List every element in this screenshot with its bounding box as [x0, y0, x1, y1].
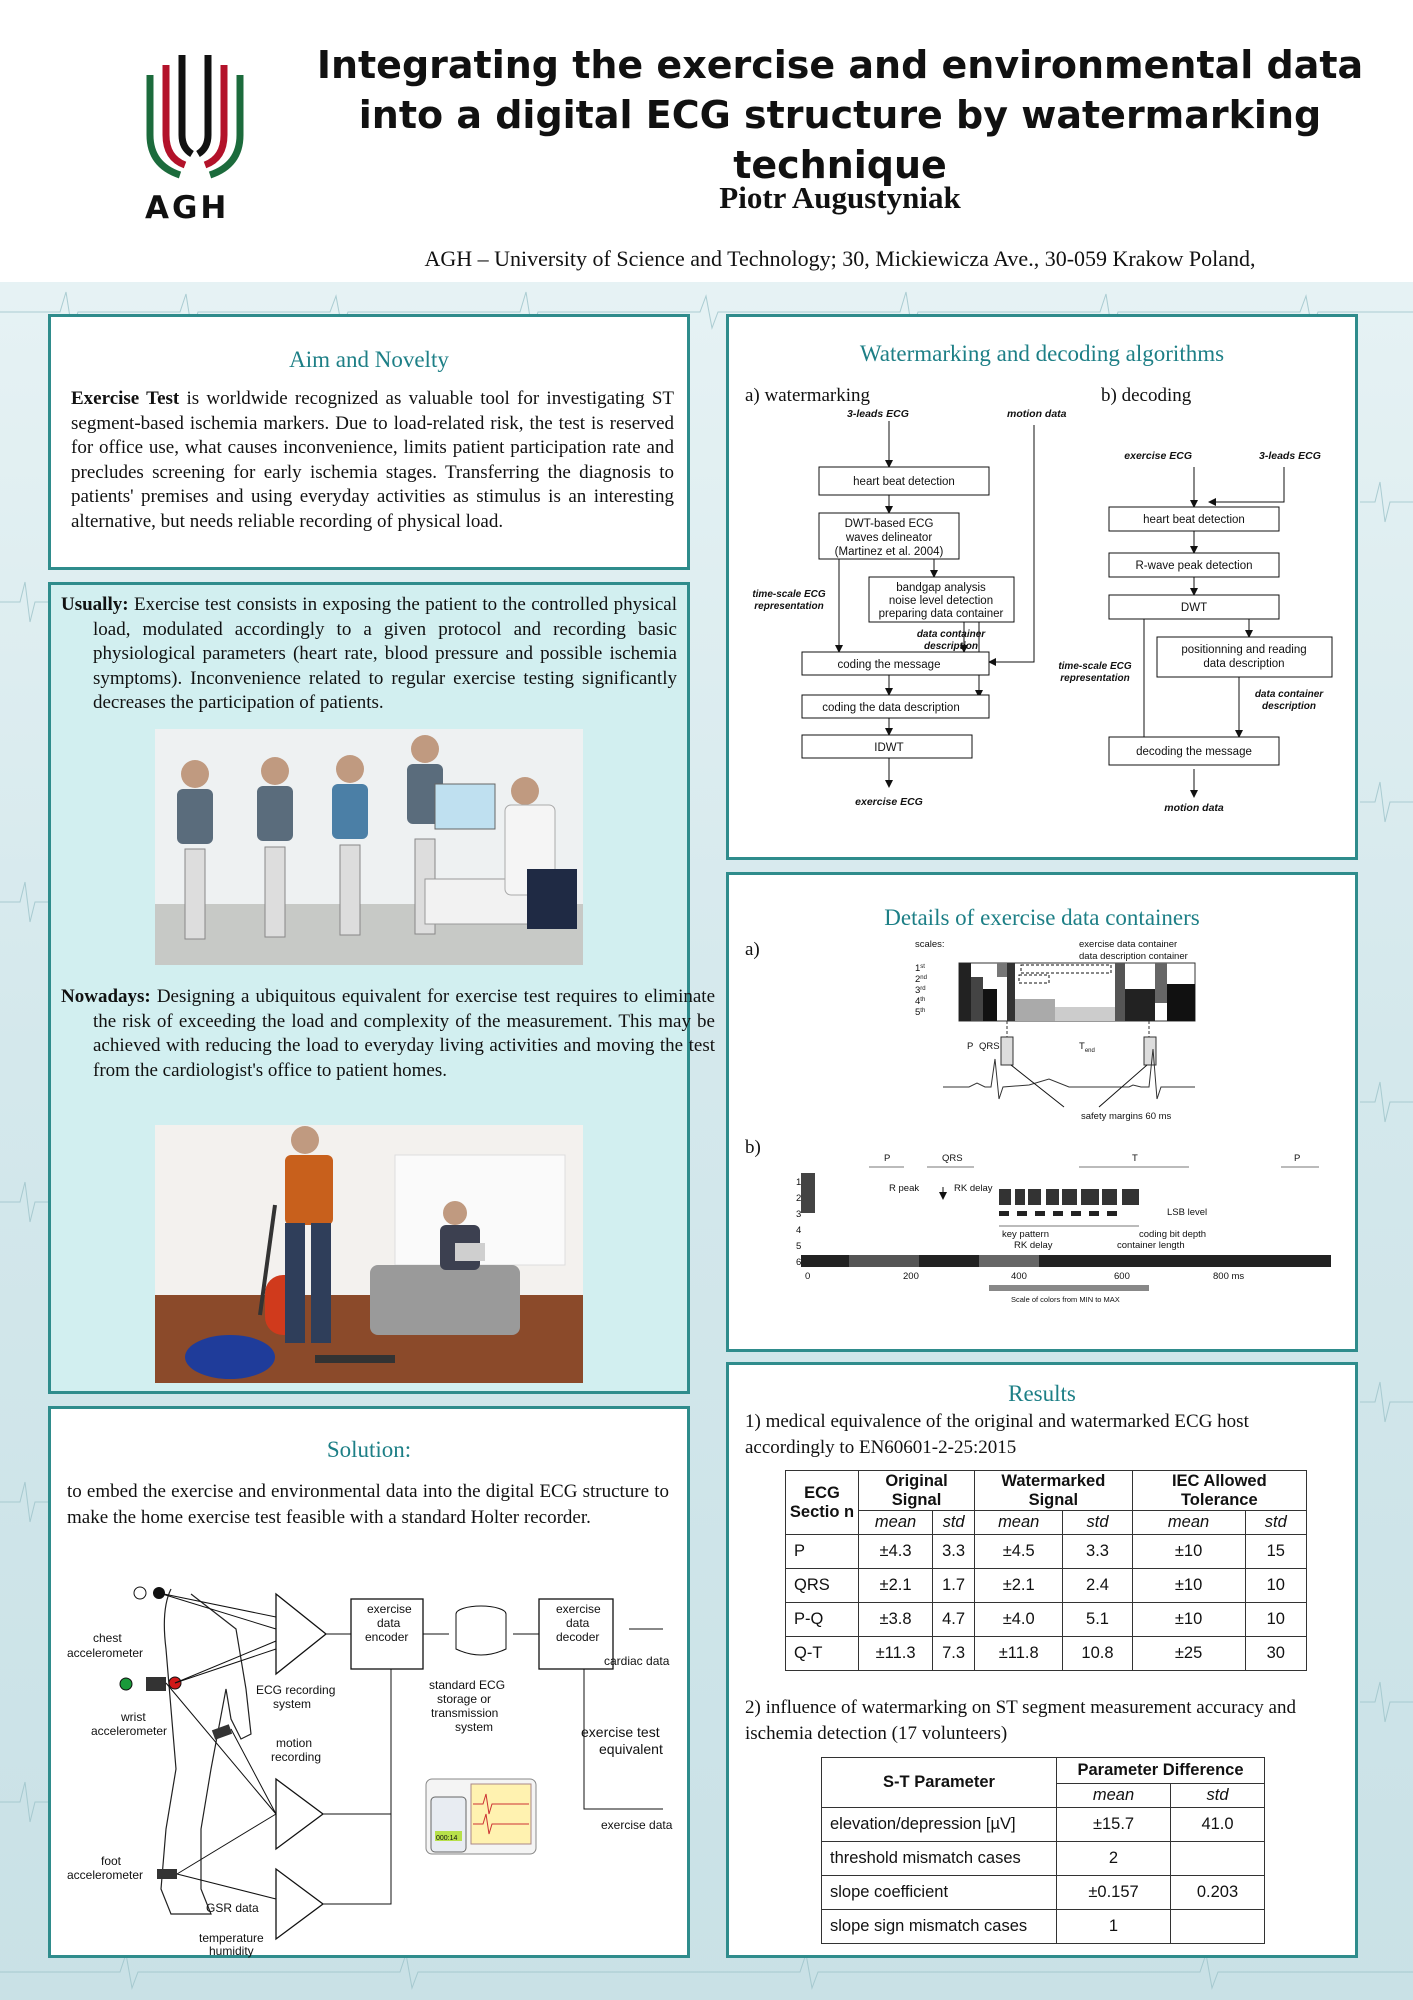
table-row: elevation/depression [µV] ±15.7 41.0 — [822, 1808, 1265, 1842]
st-accuracy-table — [821, 1757, 1265, 1944]
t1-sub-mean: mean — [1132, 1511, 1245, 1535]
nowadays-lead: Nowadays: — [61, 986, 151, 1007]
decoder-label-3: decoder — [556, 1630, 600, 1644]
a-idwt: IDWT — [874, 742, 904, 754]
containers-panel — [726, 872, 1358, 1352]
svg-text:4: 4 — [796, 1225, 802, 1236]
b-rk: RK delay — [954, 1183, 993, 1194]
usually-body: Exercise test consists in exposing the patient to the controlled physical load, modulated accordingly to a given protocol and recording basic physiological parameters (heart rate, blood pressure and possible ischemia symptoms). Inconvenience related to regular exercise testing significantly decreases the participation of patients. — [93, 594, 677, 713]
ecg-trace-a — [943, 1049, 1195, 1099]
a-in-ecg: 3-leads ECG — [847, 408, 909, 420]
svg-text:1: 1 — [796, 1177, 802, 1188]
ddc-label: data description container — [1079, 951, 1188, 962]
a-cd: coding the data description — [822, 702, 960, 714]
usually-panel — [48, 582, 715, 1394]
wrist-label: wrist — [121, 1710, 146, 1724]
t1-sub-std: std — [933, 1511, 975, 1535]
t1-sub-std: std — [1245, 1511, 1306, 1535]
b-rpeak: R peak — [889, 1183, 920, 1194]
exdata-label: exercise data — [601, 1818, 673, 1832]
svg-text:6: 6 — [796, 1257, 802, 1268]
aim-text — [71, 387, 674, 534]
table-row: QRS ±2.1 1.7 ±2.1 2.4 ±10 10 — [786, 1569, 1307, 1603]
solution-system-diagram — [51, 1569, 687, 1959]
aim-panel — [48, 314, 690, 570]
x-400: 400 — [1011, 1271, 1027, 1282]
b-in-ex: exercise ECG — [1124, 450, 1192, 462]
a-bg2: noise level detection — [888, 595, 994, 607]
a-p: P — [967, 1041, 974, 1052]
ecg-sys-label: ECG recording — [256, 1683, 336, 1697]
b-p: P — [884, 1153, 891, 1164]
scales-label: scales: — [915, 939, 945, 950]
agh-logo — [140, 50, 250, 230]
b-dc2: description — [1262, 701, 1316, 712]
holter-device-icon — [426, 1779, 536, 1854]
containers-a-label: a) — [745, 939, 760, 960]
equiv-label-2: equivalent — [599, 1741, 663, 1757]
nowadays-body: Designing a ubiquitous equivalent for exercise test requires to eliminate the risk of exceeding the load and complexity of the measurement. This may be achieved with reducing the load to everyday living activities and moving the test from the cardiologist's office to patient homes. — [93, 986, 715, 1081]
decoder-label-2: data — [566, 1616, 590, 1630]
title-line-2: into a digital ECG structure by watermarking technique — [358, 93, 1322, 187]
nowadays-text — [61, 985, 715, 1083]
b-dwt: DWT — [1180, 602, 1208, 614]
usually-lead: Usually: — [61, 594, 129, 615]
a-tend: $T_{end}$ — [1079, 1041, 1095, 1054]
a-in-motion: motion data — [1007, 408, 1067, 420]
cardiac-label: cardiac data — [604, 1654, 670, 1668]
table2-caption: 2) influence of watermarking on ST segment measurement accuracy and ischemia detection (17 volunteers) — [745, 1697, 1296, 1744]
b-p2: P — [1294, 1153, 1301, 1164]
a-qrs: QRS — [979, 1041, 1000, 1052]
motion-label-2: recording — [271, 1750, 322, 1764]
a-bg3: preparing data container — [878, 608, 1004, 620]
t1-sub-std: std — [1063, 1511, 1132, 1535]
encoder-label-2: data — [377, 1616, 401, 1630]
table-row: slope sign mismatch cases 1 — [822, 1910, 1265, 1944]
storage-label-4: system — [455, 1720, 494, 1734]
t1-h-orig: Original Signal — [859, 1471, 975, 1511]
b-out: motion data — [1164, 802, 1224, 814]
ecg-sys-label-2: system — [273, 1697, 312, 1711]
b-key: key pattern — [1002, 1229, 1049, 1240]
title-line-1: Integrating the exercise and environmental data — [316, 43, 1364, 87]
b-pr1: positionning and reading — [1181, 644, 1307, 656]
a-ts2: representation — [754, 601, 824, 612]
scale-1: 1st — [915, 963, 925, 974]
scale-3: 3rd — [915, 985, 926, 996]
table-row: slope coefficient ±0.157 0.203 — [822, 1876, 1265, 1910]
containers-b-label: b) — [745, 1137, 761, 1158]
algorithms-flowchart — [729, 407, 1355, 857]
b-ts1: time-scale ECG — [1058, 661, 1132, 672]
table-row: P-Q ±3.8 4.7 ±4.0 5.1 ±10 10 — [786, 1603, 1307, 1637]
scale-2: 2nd — [915, 974, 927, 985]
x-800: 800 ms — [1213, 1271, 1245, 1282]
solution-text: to embed the exercise and environmental data into the digital ECG structure to make the home exercise test feasible with a standard Holter recorder. — [67, 1481, 669, 1528]
exercise-test-photo — [155, 729, 583, 965]
table-row: Q-T ±11.3 7.3 ±11.8 10.8 ±25 30 — [786, 1637, 1307, 1671]
b-ts2: representation — [1060, 673, 1130, 684]
algorithms-panel — [726, 314, 1358, 860]
algorithms-title: Watermarking and decoding algorithms — [859, 341, 1225, 366]
table-row: P ±4.3 3.3 ±4.5 3.3 ±10 15 — [786, 1535, 1307, 1569]
table-row: threshold mismatch cases 2 — [822, 1842, 1265, 1876]
results-panel — [726, 1362, 1358, 1958]
b-in-3: 3-leads ECG — [1259, 450, 1321, 462]
encoder-label: exercise — [367, 1602, 412, 1616]
chest-label: chest — [93, 1631, 122, 1645]
encoder-label-3: encoder — [365, 1630, 409, 1644]
holter-display: 000:14 — [436, 1835, 458, 1842]
exercise-bikes-illustration — [155, 729, 583, 965]
a-out: exercise ECG — [855, 796, 923, 808]
vacuuming-illustration — [155, 1125, 583, 1383]
equiv-label: exercise test — [581, 1724, 660, 1740]
aim-title: Aim and Novelty — [289, 347, 449, 372]
svg-text:5: 5 — [796, 1241, 802, 1252]
decoder-label: exercise — [556, 1602, 601, 1616]
a-dc1: data container — [916, 629, 986, 640]
wrist-label-2: accelerometer — [91, 1724, 168, 1738]
t1-sub-mean: mean — [975, 1511, 1063, 1535]
a-cm: coding the message — [837, 659, 941, 671]
rows-b — [796, 1177, 801, 1268]
x-600: 600 — [1114, 1271, 1130, 1282]
x-0: 0 — [805, 1271, 811, 1282]
scale-caption: Scale of colors from MIN to MAX — [1011, 1295, 1120, 1304]
b-cbd: coding bit depth — [1139, 1229, 1207, 1240]
scale-5: 5th — [915, 1007, 926, 1018]
a-dc2: description — [924, 641, 978, 652]
solution-panel — [48, 1406, 690, 1958]
aim-lead: Exercise Test — [71, 388, 180, 409]
chest-label-2: accelerometer — [67, 1646, 144, 1660]
containers-title: Details of exercise data containers — [884, 905, 1200, 930]
svg-text:2: 2 — [796, 1193, 802, 1204]
b-rk2: RK delay — [1014, 1240, 1053, 1251]
affiliation: AGH – University of Science and Technology; 30, Mickiewicza Ave., 30-059 Krakow Poland, — [424, 246, 1256, 271]
gsr-label: GSR data — [206, 1901, 259, 1915]
home-activity-photo — [155, 1125, 583, 1383]
a-dwt3: (Martinez et al. 2004) — [834, 546, 944, 558]
storage-label-3: transmission — [431, 1706, 499, 1720]
b-qrs: QRS — [942, 1153, 963, 1164]
usually-text — [61, 593, 677, 716]
solution-title: Solution: — [326, 1437, 412, 1462]
svg-text:3: 3 — [796, 1209, 802, 1220]
poster-header — [0, 0, 1413, 282]
scalogram-a — [959, 963, 1195, 1021]
aim-body: is worldwide recognized as valuable tool for investigating ST segment-based ischemia markers. Due to load-related risk, the test is reserved for office use, what causes inconvenience, limits patient participation rate and precludes screening for early ischemia stages. Transferring the diagnosis to patients' premises and using everyday activities as stimulus is an interesting alternative, but needs reliable recording of physical load. — [71, 388, 674, 532]
t2-h-diff: Parameter Difference — [1057, 1758, 1265, 1784]
t1-sub-mean: mean — [859, 1511, 933, 1535]
decoding-label: b) decoding — [1101, 385, 1192, 406]
x-200: 200 — [903, 1271, 919, 1282]
b-dc1: data container — [1254, 689, 1324, 700]
t2-h-param: S-T Parameter — [822, 1758, 1057, 1808]
color-scale-bar — [989, 1285, 1149, 1291]
results-title: Results — [1008, 1381, 1076, 1406]
foot-label: foot — [101, 1854, 122, 1868]
t1-h-section: ECG Sectio n — [786, 1471, 859, 1535]
t1-h-iec: IEC Allowed Tolerance — [1132, 1471, 1306, 1511]
t2-sub-mean: mean — [1057, 1784, 1171, 1808]
scale-4: 4th — [915, 996, 926, 1007]
safety-label: safety margins 60 ms — [1081, 1111, 1172, 1122]
storage-label: standard ECG — [429, 1678, 506, 1692]
a-bg1: bandgap analysis — [896, 582, 986, 594]
t1-h-wm: Watermarked Signal — [975, 1471, 1133, 1511]
table1-caption: 1) medical equivalence of the original and watermarked ECG host accordingly to EN60601-2-25:2015 — [745, 1411, 1249, 1458]
temp-label: temperature — [199, 1931, 264, 1945]
b-pr2: data description — [1203, 658, 1285, 670]
storage-label-2: storage or — [437, 1692, 492, 1706]
equivalence-table — [785, 1470, 1307, 1671]
logo-text: AGH — [145, 190, 230, 226]
t2-sub-std: std — [1171, 1784, 1265, 1808]
author: Piotr Augustyniak — [719, 180, 961, 215]
motion-label: motion — [276, 1736, 313, 1750]
edc-label: exercise data container — [1079, 939, 1178, 950]
b-t: T — [1132, 1153, 1138, 1164]
b-lsb: LSB level — [1167, 1207, 1208, 1218]
containers-figure — [729, 939, 1355, 1339]
temp-label-2: humidity — [209, 1944, 254, 1958]
foot-label-2: accelerometer — [67, 1868, 144, 1882]
a-hb: heart beat detection — [853, 476, 955, 488]
watermarking-label: a) watermarking — [745, 385, 871, 406]
b-cl: container length — [1117, 1240, 1185, 1251]
b-hb: heart beat detection — [1143, 514, 1245, 526]
a-dwt2: waves delineator — [845, 532, 933, 544]
poster-title — [300, 40, 1380, 190]
a-dwt1: DWT-based ECG — [844, 518, 934, 530]
b-rw: R-wave peak detection — [1135, 560, 1253, 572]
a-ts1: time-scale ECG — [752, 589, 826, 600]
b-dm: decoding the message — [1136, 746, 1252, 758]
